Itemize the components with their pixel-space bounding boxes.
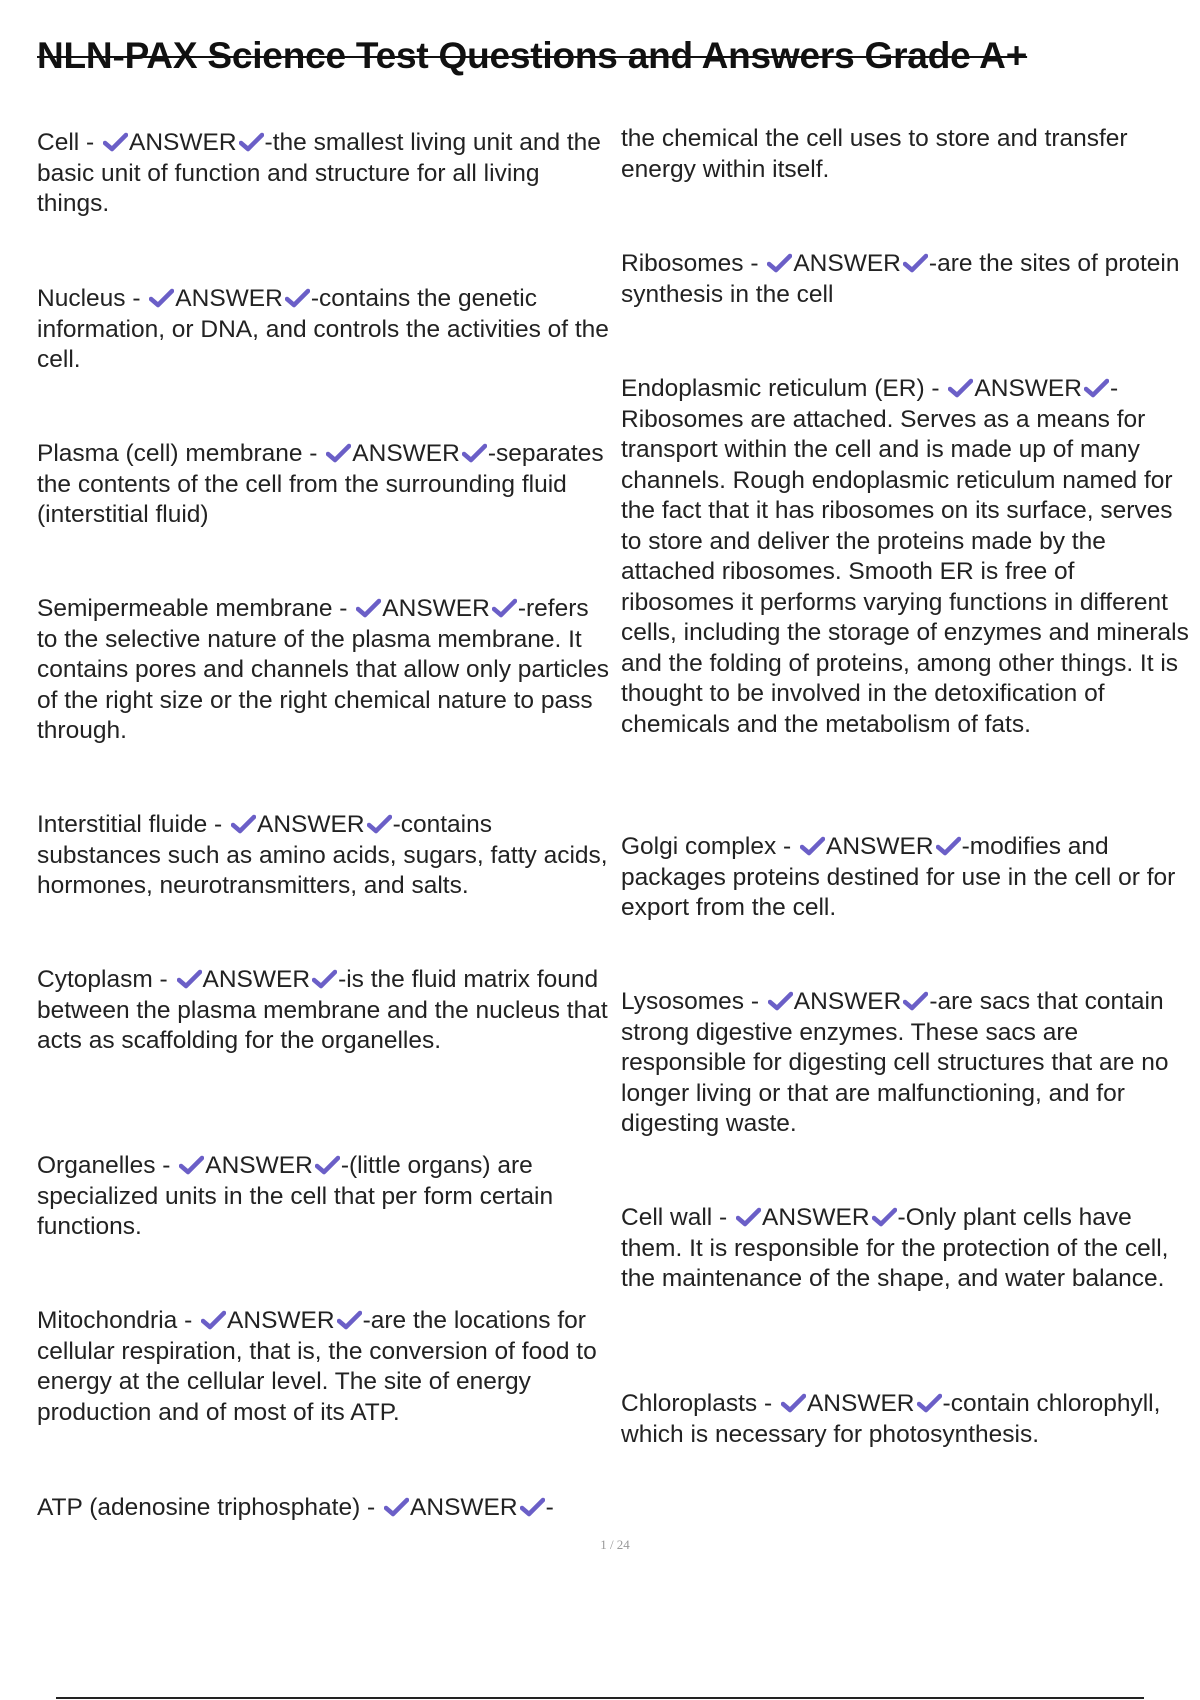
answer-label: ANSWER	[806, 1390, 915, 1417]
qa-entry-plasma-membrane	[37, 439, 612, 531]
entry-term-dash: -	[924, 375, 947, 402]
entry-definition: separates the contents of the cell from the surrounding fluid (interstitial fluid)	[37, 440, 604, 528]
qa-entry-organelles	[37, 1151, 612, 1243]
page-indicator: 1 / 24	[600, 1537, 630, 1552]
qa-entry-ribosomes	[621, 249, 1191, 310]
entry-term-dash: -	[302, 440, 325, 467]
check-icon	[903, 253, 928, 273]
answer-label: ANSWER	[175, 285, 283, 312]
footer-divider	[56, 1697, 1144, 1699]
entry-term: Plasma (cell) membrane	[37, 440, 303, 467]
check-icon	[201, 1310, 226, 1330]
answer-label: ANSWER	[826, 833, 934, 860]
answer-dash: -	[340, 1152, 349, 1179]
qa-entry-mitochondria	[37, 1306, 612, 1428]
answer-dash: -	[545, 1494, 554, 1521]
check-icon	[312, 969, 337, 989]
entry-definition: are sacs that contain strong digestive enzymes. These sacs are responsible for digesting cell structures that are no longer living or that are malfunctioning, and for digesting waste.	[621, 988, 1169, 1137]
check-icon	[356, 598, 381, 618]
answer-label: ANSWER	[227, 1307, 335, 1334]
answer-dash: -	[961, 833, 970, 860]
qa-entry-nucleus	[37, 284, 612, 376]
answer-label: ANSWER	[974, 375, 1082, 402]
check-icon	[177, 969, 202, 989]
answer-dash: -	[929, 988, 938, 1015]
check-icon	[948, 378, 973, 398]
answer-label: ANSWER	[793, 988, 902, 1015]
answer-label: ANSWER	[762, 1204, 870, 1231]
entry-term-dash: -	[155, 1152, 178, 1179]
entry-term-dash: -	[776, 833, 799, 860]
entry-definition: the chemical the cell uses to store and transfer energy within itself.	[621, 125, 1128, 183]
check-icon	[903, 991, 928, 1011]
answer-dash: -	[310, 285, 320, 312]
answer-label: ANSWER	[257, 811, 365, 838]
entry-definition: the smallest living unit and the basic unit of function and structure for all living things.	[37, 129, 601, 217]
entry-term: Organelles	[37, 1152, 156, 1179]
check-icon	[337, 1310, 362, 1330]
entry-term: Endoplasmic reticulum (ER)	[621, 375, 925, 402]
answer-dash: -	[897, 1204, 906, 1231]
qa-entry-chloroplasts	[621, 1389, 1191, 1450]
entry-term: Mitochondria	[37, 1307, 178, 1334]
entry-term: Interstitial fluide	[37, 811, 208, 838]
entry-term: Nucleus	[37, 285, 126, 312]
entry-definition: (little organs) are specialized units in the cell that per form certain functions.	[37, 1152, 554, 1240]
check-icon	[315, 1155, 340, 1175]
check-icon	[492, 598, 517, 618]
answer-dash: -	[362, 1307, 371, 1334]
check-icon	[936, 836, 961, 856]
check-icon	[872, 1207, 897, 1227]
check-icon	[917, 1393, 942, 1413]
entry-term-dash: -	[125, 285, 148, 312]
entry-definition: Ribosomes are attached. Serves as a means for transport within the cell and is made up of many channels. Rough endoplasmic reticulum named for the fact that it has ribosomes on its surface, serves to store and deliver the proteins made by the attached ribosomes. Smooth ER is free of ribosomes it performs varying functions in different cells, including the storage of enzymes and minerals and the folding of proteins, among other things. It is thought to be involved in the detoxification of chemicals and the metabolism of fats.	[621, 405, 1189, 738]
answer-label: ANSWER	[202, 966, 311, 993]
check-icon	[239, 132, 264, 152]
entry-term: Chloroplasts	[621, 1390, 758, 1417]
entry-definition: Only plant cells have them. It is responsible for the protection of the cell, the maintenance of the shape, and water balance.	[621, 1204, 1169, 1292]
check-icon	[103, 132, 128, 152]
entry-definition: refers to the selective nature of the plasma membrane. It contains pores and channels that allow only particles of the right size or the right chemical nature to pass through.	[37, 595, 610, 744]
entry-definition: contains the genetic information, or DNA, and controls the activities of the cell.	[37, 285, 609, 373]
entry-definition: are the locations for cellular respiration, that is, the conversion of food to energy at the cellular level. The site of energy production and of most of its ATP.	[37, 1307, 597, 1426]
entry-term: Ribosomes	[621, 250, 744, 277]
check-icon	[768, 991, 793, 1011]
answer-dash: -	[942, 1390, 951, 1417]
answer-label: ANSWER	[129, 129, 237, 156]
answer-dash: -	[517, 595, 526, 622]
answer-dash: -	[338, 966, 347, 993]
answer-dash: -	[1109, 375, 1119, 402]
qa-entry-golgi-complex	[621, 832, 1191, 924]
answer-dash: -	[392, 811, 401, 838]
document-title: NLN-PAX Science Test Questions and Answers Grade A+	[37, 35, 1028, 76]
entry-definition: contains substances such as amino acids, sugars, fatty acids, hormones, neurotransmitters, and salts.	[37, 811, 608, 899]
entry-term: Semipermeable membrane	[37, 595, 333, 622]
entry-term: ATP (adenosine triphosphate)	[37, 1494, 361, 1521]
entry-term-dash: -	[152, 966, 175, 993]
check-icon	[231, 814, 256, 834]
qa-entry-atp-term	[37, 1493, 612, 1524]
check-icon	[384, 1497, 409, 1517]
qa-entry-cell	[37, 128, 612, 220]
qa-entry-lysosomes	[621, 987, 1191, 1140]
qa-entry-interstitial-fluide	[37, 810, 612, 902]
entry-term: Cytoplasm	[37, 966, 153, 993]
entry-term: Golgi complex	[621, 833, 777, 860]
entry-term-dash: -	[712, 1204, 734, 1231]
check-icon	[462, 443, 487, 463]
entry-term-dash: -	[177, 1307, 200, 1334]
entry-term-dash: -	[743, 250, 766, 277]
answer-label: ANSWER	[205, 1152, 313, 1179]
qa-entry-cell-wall	[621, 1203, 1191, 1295]
check-icon	[179, 1155, 204, 1175]
answer-label: ANSWER	[382, 595, 490, 622]
entry-definition: is the fluid matrix found between the plasma membrane and the nucleus that acts as scaffolding for the organelles.	[37, 966, 608, 1054]
entry-term: Cell wall	[621, 1204, 713, 1231]
check-icon	[326, 443, 351, 463]
check-icon	[1084, 378, 1109, 398]
qa-entry-semipermeable-membrane	[37, 594, 612, 747]
check-icon	[767, 253, 792, 273]
entry-term-dash: -	[79, 129, 101, 156]
answer-label: ANSWER	[352, 440, 460, 467]
entry-term-dash: -	[744, 988, 766, 1015]
answer-dash: -	[487, 440, 496, 467]
check-icon	[149, 288, 174, 308]
entry-definition: contain chlorophyll, which is necessary for photosynthesis.	[621, 1390, 1161, 1448]
check-icon	[285, 288, 310, 308]
answer-label: ANSWER	[410, 1494, 518, 1521]
answer-dash: -	[264, 129, 273, 156]
check-icon	[781, 1393, 806, 1413]
entry-definition: are the sites of protein synthesis in the cell	[621, 250, 1180, 308]
check-icon	[800, 836, 825, 856]
entry-term: Lysosomes	[621, 988, 745, 1015]
qa-entry-endoplasmic-reticulum	[621, 374, 1191, 740]
entry-definition: modifies and packages proteins destined for use in the cell or for export from the cell.	[621, 833, 1176, 921]
qa-entry-atp-definition	[621, 124, 1191, 185]
entry-term-dash: -	[207, 811, 230, 838]
check-icon	[367, 814, 392, 834]
entry-term: Cell	[37, 129, 80, 156]
qa-entry-cytoplasm	[37, 965, 612, 1057]
entry-term-dash: -	[360, 1494, 383, 1521]
check-icon	[520, 1497, 545, 1517]
entry-term-dash: -	[757, 1390, 779, 1417]
answer-label: ANSWER	[793, 250, 901, 277]
check-icon	[736, 1207, 761, 1227]
answer-dash: -	[928, 250, 938, 277]
entry-term-dash: -	[332, 595, 355, 622]
